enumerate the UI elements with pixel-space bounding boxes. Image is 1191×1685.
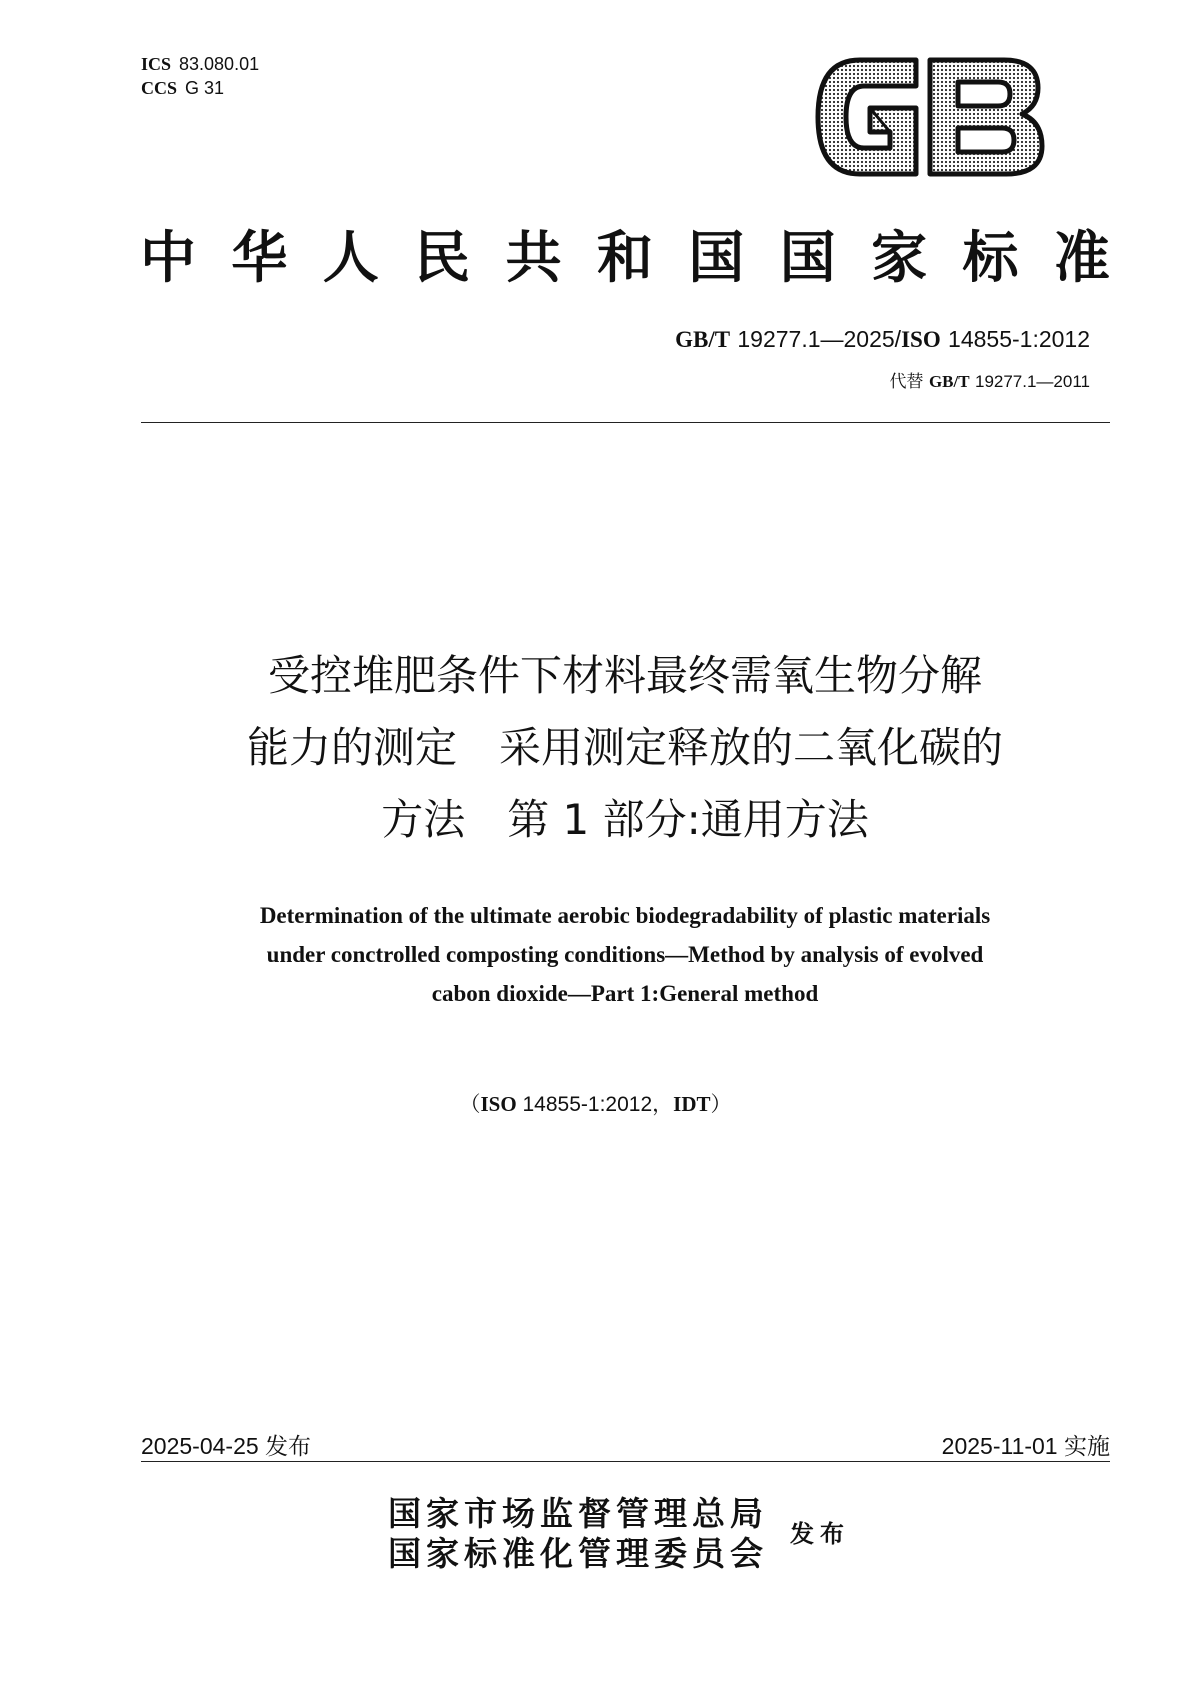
chinese-title — [100, 640, 1150, 856]
issuer-name: 国家标准化管理委员会 — [388, 1534, 768, 1573]
publish-label: 发布 — [790, 1519, 850, 1548]
chinese-title-line: 受控堆肥条件下材料最终需氧生物分解 — [267, 651, 982, 700]
top-divider — [141, 422, 1110, 423]
ics-code: ICS 83.080.01 — [141, 54, 260, 74]
gb-logo-icon — [808, 52, 1052, 182]
implementation-date: 2025-11-01 实施 — [941, 1433, 1110, 1460]
english-title-line: cabon dioxide—Part 1:General method — [431, 981, 819, 1006]
title-char: 标 — [962, 226, 1019, 291]
iso-equivalence: （ISO 14855-1:2012，IDT） — [459, 1092, 732, 1116]
title-char: 华 — [231, 226, 288, 291]
title-char: 共 — [505, 226, 562, 291]
bottom-divider — [141, 1461, 1110, 1462]
classification-codes — [141, 52, 259, 100]
issuer-name: 国家市场监督管理总局 — [388, 1494, 768, 1533]
standard-number: GB/T 19277.1—2025/ISO 14855-1:2012 — [675, 326, 1090, 352]
english-title — [120, 896, 1130, 1013]
title-char: 准 — [1053, 226, 1110, 291]
title-char: 民 — [414, 226, 471, 291]
title-char: 人 — [322, 226, 379, 291]
chinese-title-line: 能力的测定 采用测定释放的二氧化碳的 — [246, 723, 1003, 772]
ccs-code: CCS G 31 — [141, 78, 225, 98]
title-char: 和 — [596, 226, 653, 291]
english-title-line: under conctrolled composting conditions—Method by analysis of evolved — [266, 942, 984, 967]
replaces-standard: 代替 GB/T 19277.1—2011 — [889, 372, 1090, 392]
title-char: 国 — [688, 226, 745, 291]
chinese-title-line: 方法 第 1 部分:通用方法 — [381, 795, 869, 844]
issue-date: 2025-04-25 发布 — [141, 1433, 312, 1460]
issuing-authorities — [388, 1494, 768, 1574]
english-title-line: Determination of the ultimate aerobic biodegradability of plastic materials — [259, 903, 991, 928]
title-char: 家 — [871, 226, 928, 291]
national-standard-title — [140, 224, 1110, 294]
title-char: 中 — [140, 226, 196, 291]
title-char: 国 — [779, 226, 836, 291]
